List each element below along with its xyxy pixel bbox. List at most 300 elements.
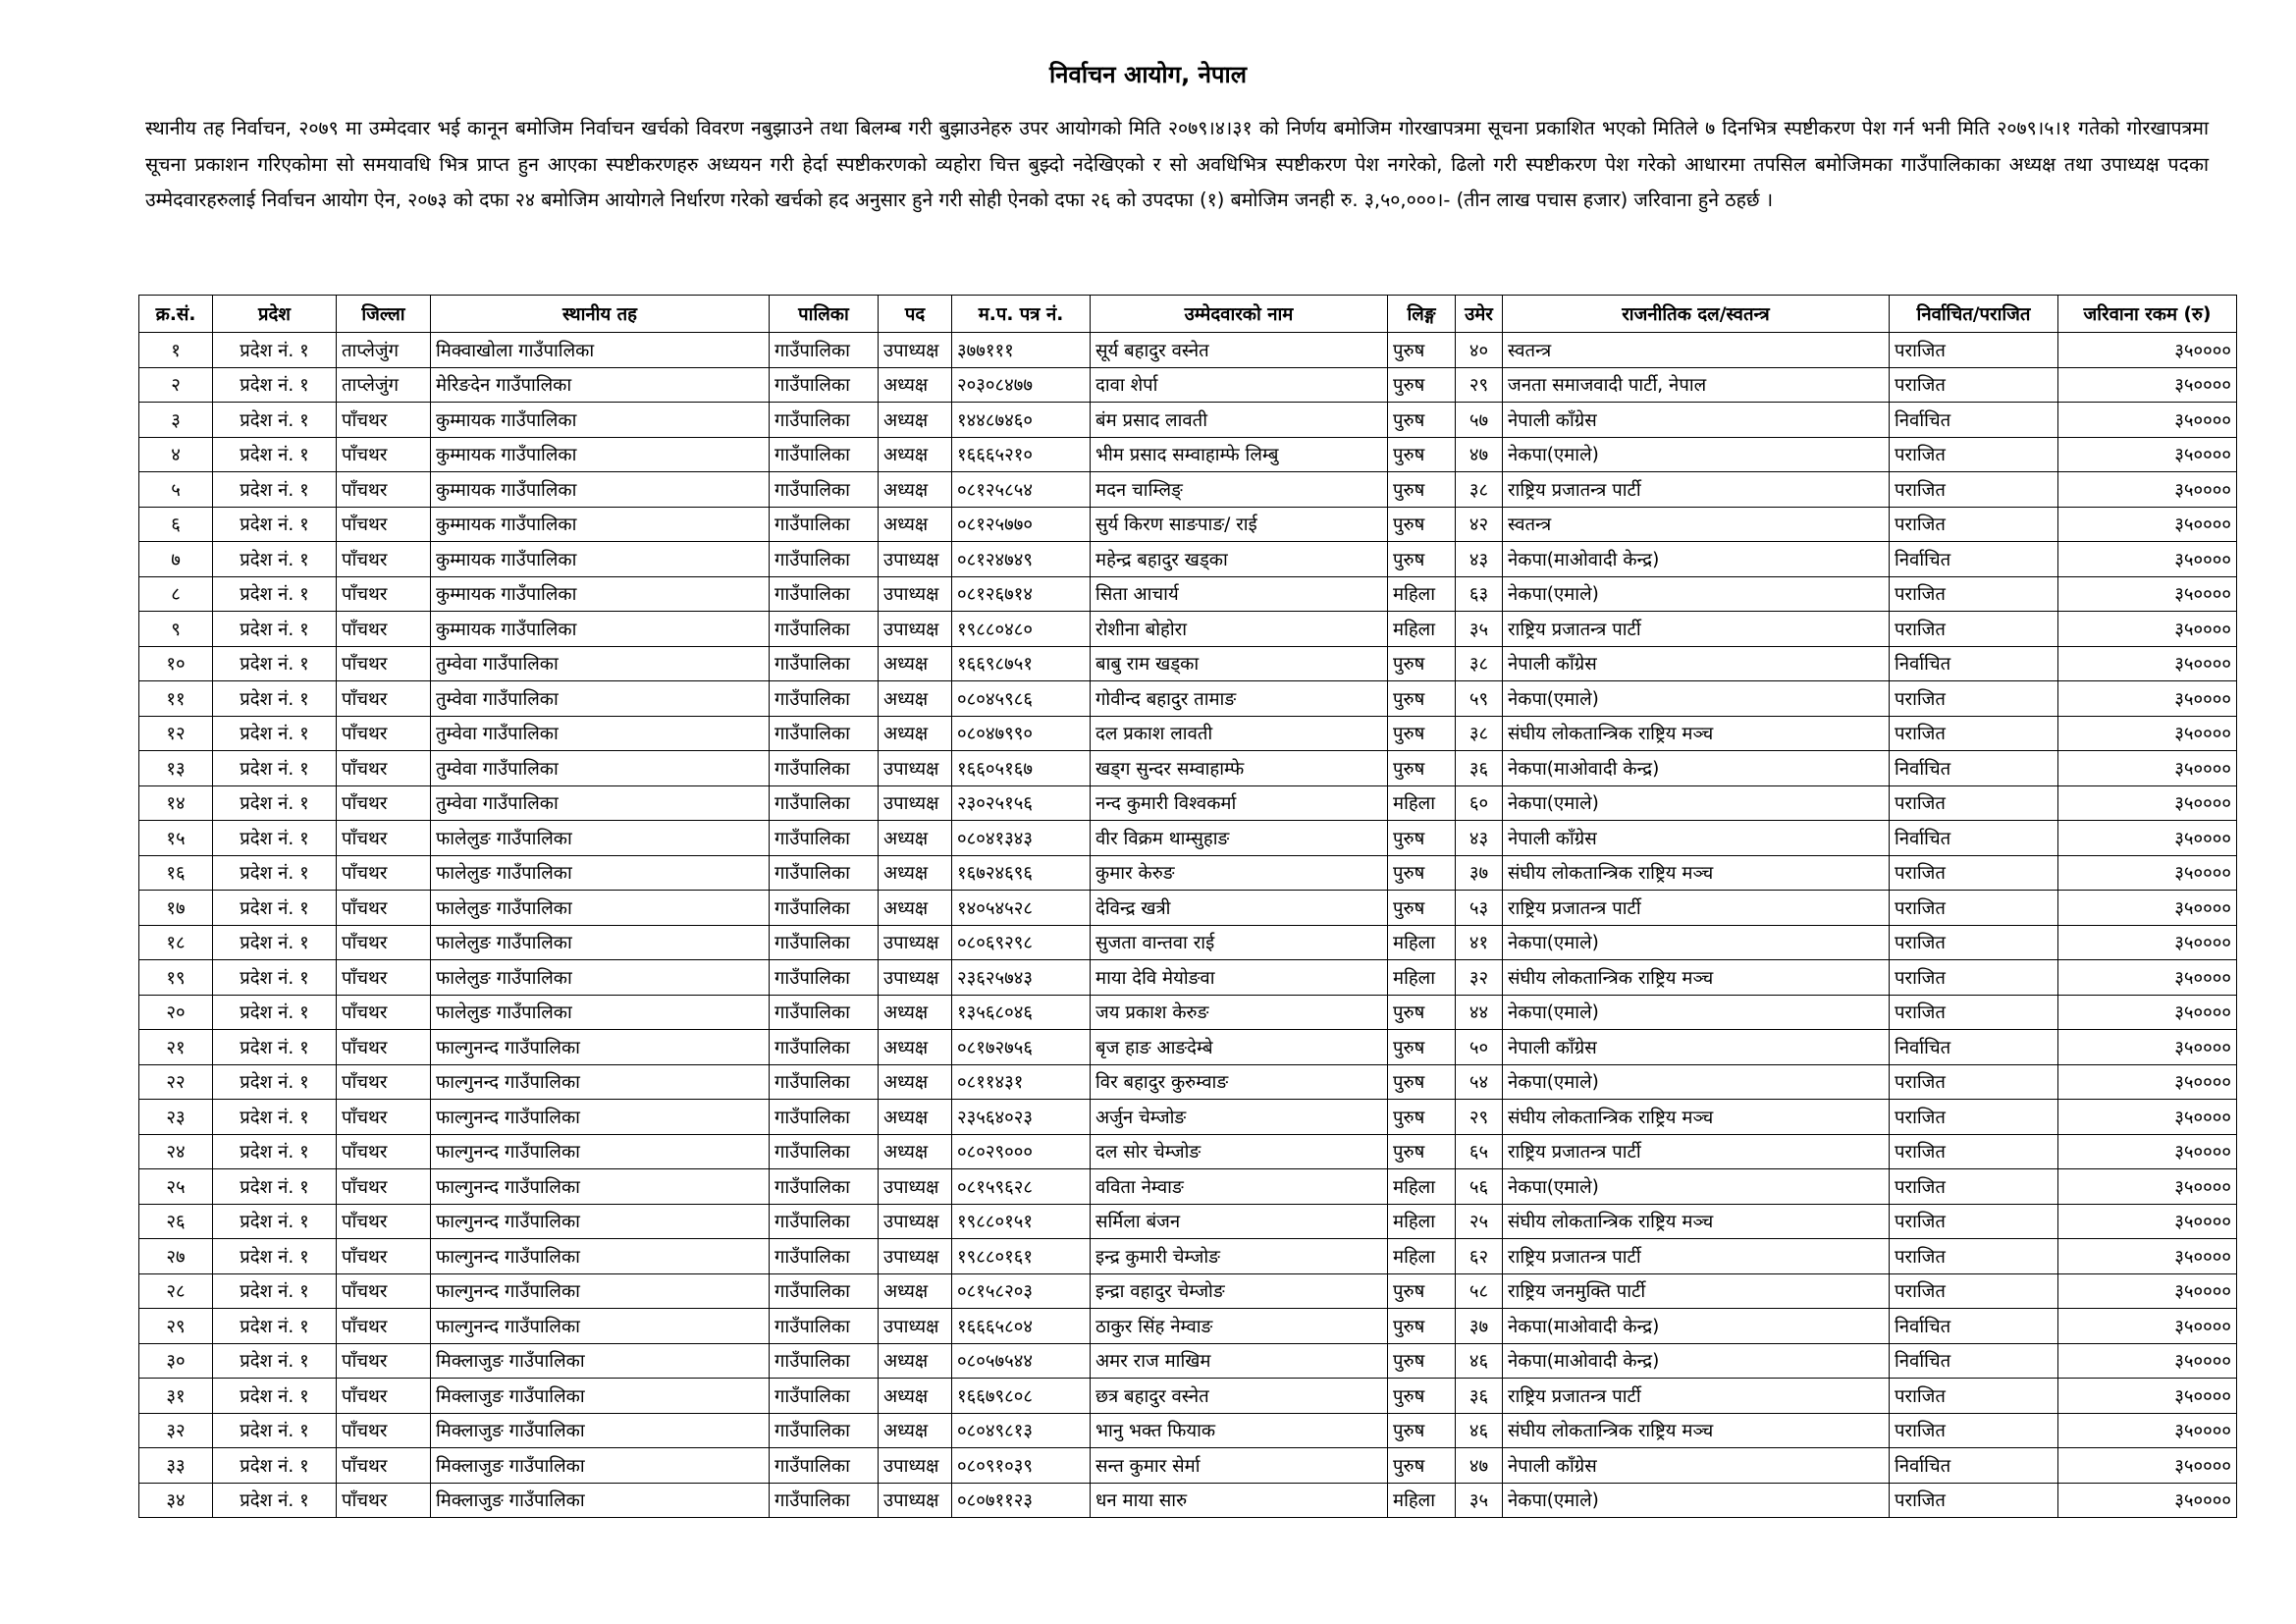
cell-local-level: तुम्वेवा गाउँपालिका — [431, 751, 770, 786]
cell-fine: ३५०००० — [2058, 542, 2237, 577]
cell-district: पाँचथर — [337, 403, 431, 438]
cell-fine: ३५०००० — [2058, 507, 2237, 542]
cell-local-level: मिक्लाजुङ गाउँपालिका — [431, 1448, 770, 1484]
cell-province: प्रदेश नं. १ — [213, 1273, 337, 1309]
cell-palika: गाउँपालिका — [770, 472, 879, 508]
cell-candidate: दल सोर चेम्जोङ — [1091, 1134, 1388, 1169]
cell-nomination-no: २३६२५७४३ — [952, 960, 1091, 996]
cell-party: राष्ट्रिय प्रजातन्त्र पार्टी — [1503, 891, 1890, 926]
cell-fine: ३५०००० — [2058, 437, 2237, 472]
cell-result: पराजित — [1890, 1483, 2058, 1518]
cell-result: पराजित — [1890, 472, 2058, 508]
cell-local-level: कुम्मायक गाउँपालिका — [431, 437, 770, 472]
cell-nomination-no: ०८०७११२३ — [952, 1483, 1091, 1518]
cell-district: पाँचथर — [337, 681, 431, 717]
cell-local-level: मिक्वाखोला गाउँपालिका — [431, 333, 770, 368]
cell-province: प्रदेश नं. १ — [213, 821, 337, 856]
cell-nomination-no: ०८०४७९९० — [952, 716, 1091, 751]
cell-post: उपाध्यक्ष — [879, 333, 952, 368]
cell-post: अध्यक्ष — [879, 1134, 952, 1169]
cell-age: ३५ — [1456, 612, 1503, 647]
cell-candidate: बंम प्रसाद लावती — [1091, 403, 1388, 438]
cell-gender: पुरुष — [1388, 1413, 1456, 1448]
cell-party: नेकपा(एमाले) — [1503, 1169, 1890, 1205]
cell-sn: १५ — [139, 821, 213, 856]
cell-candidate: खड्ग सुन्दर सम्वाहाम्फे — [1091, 751, 1388, 786]
cell-gender: पुरुष — [1388, 646, 1456, 681]
cell-party: राष्ट्रिय प्रजातन्त्र पार्टी — [1503, 1239, 1890, 1274]
cell-party: नेपाली काँग्रेस — [1503, 646, 1890, 681]
table-row — [139, 1204, 2237, 1239]
cell-party: नेकपा(एमाले) — [1503, 576, 1890, 612]
cell-sn: ३४ — [139, 1483, 213, 1518]
cell-gender: पुरुष — [1388, 437, 1456, 472]
cell-post: उपाध्यक्ष — [879, 785, 952, 821]
cell-palika: गाउँपालिका — [770, 1064, 879, 1100]
cell-party: नेकपा(माओवादी केन्द्र) — [1503, 751, 1890, 786]
cell-result: पराजित — [1890, 1100, 2058, 1135]
cell-nomination-no: २०३०८४७७ — [952, 367, 1091, 403]
cell-district: पाँचथर — [337, 576, 431, 612]
table-header-row — [139, 296, 2237, 333]
cell-fine: ३५०००० — [2058, 472, 2237, 508]
cell-district: पाँचथर — [337, 891, 431, 926]
cell-fine: ३५०००० — [2058, 891, 2237, 926]
cell-party: राष्ट्रिय प्रजातन्त्र पार्टी — [1503, 612, 1890, 647]
cell-candidate: सूर्य बहादुर वस्नेत — [1091, 333, 1388, 368]
cell-age: ४६ — [1456, 1343, 1503, 1379]
cell-result: पराजित — [1890, 507, 2058, 542]
cell-candidate: महेन्द्र बहादुर खड्का — [1091, 542, 1388, 577]
cell-age: ४४ — [1456, 995, 1503, 1030]
cell-palika: गाउँपालिका — [770, 1309, 879, 1344]
table-row — [139, 1448, 2237, 1484]
header-result: निर्वाचित/पराजित — [1890, 296, 2058, 333]
cell-fine: ३५०००० — [2058, 855, 2237, 891]
cell-result: पराजित — [1890, 1379, 2058, 1414]
cell-party: राष्ट्रिय प्रजातन्त्र पार्टी — [1503, 1379, 1890, 1414]
cell-candidate: रोशीना बोहोरा — [1091, 612, 1388, 647]
cell-nomination-no: १६६६५२१० — [952, 437, 1091, 472]
cell-palika: गाउँपालिका — [770, 403, 879, 438]
cell-result: पराजित — [1890, 925, 2058, 960]
cell-age: ४३ — [1456, 542, 1503, 577]
cell-local-level: कुम्मायक गाउँपालिका — [431, 403, 770, 438]
cell-result: पराजित — [1890, 1413, 2058, 1448]
cell-nomination-no: ०८१२४७४९ — [952, 542, 1091, 577]
cell-candidate: बृज हाङ आङदेम्बे — [1091, 1030, 1388, 1065]
cell-province: प्रदेश नं. १ — [213, 472, 337, 508]
cell-post: अध्यक्ष — [879, 437, 952, 472]
cell-result: निर्वाचित — [1890, 751, 2058, 786]
cell-post: अध्यक्ष — [879, 1064, 952, 1100]
cell-gender: पुरुष — [1388, 333, 1456, 368]
cell-local-level: मिक्लाजुङ गाउँपालिका — [431, 1379, 770, 1414]
cell-sn: २४ — [139, 1134, 213, 1169]
cell-sn: २२ — [139, 1064, 213, 1100]
cell-post: उपाध्यक्ष — [879, 1483, 952, 1518]
fine-records-table — [138, 295, 2237, 1518]
cell-gender: पुरुष — [1388, 751, 1456, 786]
cell-result: पराजित — [1890, 576, 2058, 612]
cell-province: प्रदेश नं. १ — [213, 785, 337, 821]
cell-gender: पुरुष — [1388, 821, 1456, 856]
cell-post: अध्यक्ष — [879, 1100, 952, 1135]
header-age: उमेर — [1456, 296, 1503, 333]
cell-sn: २९ — [139, 1309, 213, 1344]
cell-age: ६० — [1456, 785, 1503, 821]
cell-candidate: वविता नेम्वाङ — [1091, 1169, 1388, 1205]
cell-nomination-no: ०८०६९२९८ — [952, 925, 1091, 960]
cell-sn: २६ — [139, 1204, 213, 1239]
table-row — [139, 333, 2237, 368]
cell-local-level: फालेलुङ गाउँपालिका — [431, 891, 770, 926]
cell-province: प्रदेश नं. १ — [213, 751, 337, 786]
cell-age: ३७ — [1456, 1309, 1503, 1344]
cell-post: अध्यक्ष — [879, 855, 952, 891]
cell-post: उपाध्यक्ष — [879, 925, 952, 960]
cell-local-level: फालेलुङ गाउँपालिका — [431, 995, 770, 1030]
cell-province: प्रदेश नं. १ — [213, 1343, 337, 1379]
cell-candidate: मदन चाम्लिङ् — [1091, 472, 1388, 508]
cell-result: पराजित — [1890, 1064, 2058, 1100]
cell-local-level: फाल्गुनन्द गाउँपालिका — [431, 1204, 770, 1239]
cell-party: नेकपा(माओवादी केन्द्र) — [1503, 1343, 1890, 1379]
cell-party: नेकपा(एमाले) — [1503, 785, 1890, 821]
cell-nomination-no: १९८८०१६१ — [952, 1239, 1091, 1274]
cell-fine: ३५०००० — [2058, 1413, 2237, 1448]
cell-palika: गाउँपालिका — [770, 576, 879, 612]
table-row — [139, 1343, 2237, 1379]
cell-nomination-no: १६६७९८०८ — [952, 1379, 1091, 1414]
cell-local-level: फाल्गुनन्द गाउँपालिका — [431, 1239, 770, 1274]
cell-palika: गाउँपालिका — [770, 612, 879, 647]
table-row — [139, 681, 2237, 717]
table-row — [139, 1273, 2237, 1309]
cell-candidate: दल प्रकाश लावती — [1091, 716, 1388, 751]
cell-fine: ३५०००० — [2058, 1239, 2237, 1274]
cell-sn: १ — [139, 333, 213, 368]
cell-age: ४७ — [1456, 1448, 1503, 1484]
cell-fine: ३५०००० — [2058, 716, 2237, 751]
cell-gender: पुरुष — [1388, 472, 1456, 508]
cell-palika: गाउँपालिका — [770, 995, 879, 1030]
header-nomination-no: म.प. पत्र नं. — [952, 296, 1091, 333]
cell-candidate: नन्द कुमारी विश्वकर्मा — [1091, 785, 1388, 821]
cell-post: उपाध्यक्ष — [879, 1204, 952, 1239]
cell-province: प्रदेश नं. १ — [213, 995, 337, 1030]
cell-sn: ७ — [139, 542, 213, 577]
cell-province: प्रदेश नं. १ — [213, 403, 337, 438]
table-row — [139, 751, 2237, 786]
cell-district: पाँचथर — [337, 925, 431, 960]
cell-nomination-no: ०८०४५९८६ — [952, 681, 1091, 717]
header-party: राजनीतिक दल/स्वतन्त्र — [1503, 296, 1890, 333]
cell-age: ३८ — [1456, 716, 1503, 751]
cell-age: ४३ — [1456, 821, 1503, 856]
cell-candidate: छत्र बहादुर वस्नेत — [1091, 1379, 1388, 1414]
cell-fine: ३५०००० — [2058, 925, 2237, 960]
cell-palika: गाउँपालिका — [770, 1343, 879, 1379]
cell-nomination-no: २३०२५१५६ — [952, 785, 1091, 821]
table-row — [139, 646, 2237, 681]
cell-post: उपाध्यक्ष — [879, 1169, 952, 1205]
cell-candidate: इन्द्र कुमारी चेम्जोङ — [1091, 1239, 1388, 1274]
cell-age: ५४ — [1456, 1064, 1503, 1100]
cell-party: नेकपा(एमाले) — [1503, 437, 1890, 472]
cell-local-level: फाल्गुनन्द गाउँपालिका — [431, 1064, 770, 1100]
table-row — [139, 1064, 2237, 1100]
cell-age: ३७ — [1456, 855, 1503, 891]
cell-fine: ३५०००० — [2058, 1343, 2237, 1379]
cell-party: नेकपा(एमाले) — [1503, 1483, 1890, 1518]
cell-sn: २८ — [139, 1273, 213, 1309]
cell-local-level: फाल्गुनन्द गाउँपालिका — [431, 1309, 770, 1344]
cell-sn: २५ — [139, 1169, 213, 1205]
cell-post: अध्यक्ष — [879, 646, 952, 681]
cell-post: अध्यक्ष — [879, 821, 952, 856]
cell-post: अध्यक्ष — [879, 681, 952, 717]
cell-party: संघीय लोकतान्त्रिक राष्ट्रिय मञ्च — [1503, 716, 1890, 751]
cell-palika: गाउँपालिका — [770, 1483, 879, 1518]
cell-candidate: इन्द्रा वहादुर चेम्जोङ — [1091, 1273, 1388, 1309]
cell-sn: ४ — [139, 437, 213, 472]
cell-fine: ३५०००० — [2058, 785, 2237, 821]
table-row — [139, 821, 2237, 856]
cell-palika: गाउँपालिका — [770, 542, 879, 577]
cell-candidate: भानु भक्त फियाक — [1091, 1413, 1388, 1448]
cell-candidate: सिता आचार्य — [1091, 576, 1388, 612]
cell-province: प्रदेश नं. १ — [213, 1204, 337, 1239]
cell-age: ५६ — [1456, 1169, 1503, 1205]
cell-fine: ३५०००० — [2058, 1309, 2237, 1344]
cell-province: प्रदेश नं. १ — [213, 1413, 337, 1448]
cell-local-level: कुम्मायक गाउँपालिका — [431, 542, 770, 577]
cell-local-level: फालेलुङ गाउँपालिका — [431, 960, 770, 996]
cell-post: उपाध्यक्ष — [879, 576, 952, 612]
cell-age: ४० — [1456, 333, 1503, 368]
cell-post: अध्यक्ष — [879, 472, 952, 508]
cell-fine: ३५०००० — [2058, 960, 2237, 996]
cell-local-level: मिक्लाजुङ गाउँपालिका — [431, 1413, 770, 1448]
cell-party: राष्ट्रिय प्रजातन्त्र पार्टी — [1503, 1134, 1890, 1169]
cell-province: प्रदेश नं. १ — [213, 1483, 337, 1518]
cell-district: पाँचथर — [337, 507, 431, 542]
cell-province: प्रदेश नं. १ — [213, 437, 337, 472]
cell-candidate: वीर विक्रम थाम्सुहाङ — [1091, 821, 1388, 856]
cell-fine: ३५०००० — [2058, 821, 2237, 856]
header-fine: जरिवाना रकम (रु) — [2058, 296, 2237, 333]
cell-local-level: मेरिङदेन गाउँपालिका — [431, 367, 770, 403]
cell-local-level: फाल्गुनन्द गाउँपालिका — [431, 1169, 770, 1205]
cell-province: प्रदेश नं. १ — [213, 681, 337, 717]
cell-post: अध्यक्ष — [879, 1273, 952, 1309]
cell-gender: महिला — [1388, 1204, 1456, 1239]
cell-palika: गाउँपालिका — [770, 646, 879, 681]
table-row — [139, 1169, 2237, 1205]
cell-party: राष्ट्रिय जनमुक्ति पार्टी — [1503, 1273, 1890, 1309]
cell-fine: ३५०००० — [2058, 576, 2237, 612]
cell-province: प्रदेश नं. १ — [213, 1309, 337, 1344]
cell-post: अध्यक्ष — [879, 716, 952, 751]
cell-party: नेपाली काँग्रेस — [1503, 821, 1890, 856]
table-row — [139, 1030, 2237, 1065]
cell-nomination-no: १४०५४५२८ — [952, 891, 1091, 926]
cell-district: ताप्लेजुंग — [337, 333, 431, 368]
cell-post: अध्यक्ष — [879, 507, 952, 542]
cell-result: पराजित — [1890, 960, 2058, 996]
cell-age: ५९ — [1456, 681, 1503, 717]
cell-gender: पुरुष — [1388, 367, 1456, 403]
cell-sn: १२ — [139, 716, 213, 751]
cell-district: पाँचथर — [337, 1030, 431, 1065]
cell-province: प्रदेश नं. १ — [213, 612, 337, 647]
table-row — [139, 367, 2237, 403]
cell-candidate: सर्मिला बंजन — [1091, 1204, 1388, 1239]
cell-result: निर्वाचित — [1890, 1309, 2058, 1344]
cell-palika: गाउँपालिका — [770, 681, 879, 717]
cell-district: ताप्लेजुंग — [337, 367, 431, 403]
cell-palika: गाउँपालिका — [770, 925, 879, 960]
header-local-level: स्थानीय तह — [431, 296, 770, 333]
cell-gender: पुरुष — [1388, 1100, 1456, 1135]
cell-post: अध्यक्ष — [879, 1413, 952, 1448]
cell-result: पराजित — [1890, 1204, 2058, 1239]
cell-province: प्रदेश नं. १ — [213, 1134, 337, 1169]
cell-party: स्वतन्त्र — [1503, 333, 1890, 368]
table-row — [139, 785, 2237, 821]
table-row — [139, 403, 2237, 438]
cell-result: निर्वाचित — [1890, 542, 2058, 577]
table-row — [139, 1100, 2237, 1135]
cell-nomination-no: ०८०२९००० — [952, 1134, 1091, 1169]
cell-fine: ३५०००० — [2058, 1273, 2237, 1309]
cell-candidate: विर बहादुर कुरुम्वाङ — [1091, 1064, 1388, 1100]
cell-fine: ३५०००० — [2058, 1100, 2237, 1135]
cell-district: पाँचथर — [337, 542, 431, 577]
cell-province: प्रदेश नं. १ — [213, 507, 337, 542]
cell-age: ५७ — [1456, 403, 1503, 438]
cell-gender: पुरुष — [1388, 542, 1456, 577]
cell-province: प्रदेश नं. १ — [213, 646, 337, 681]
cell-result: पराजित — [1890, 716, 2058, 751]
cell-nomination-no: ०८१२६७१४ — [952, 576, 1091, 612]
cell-party: संघीय लोकतान्त्रिक राष्ट्रिय मञ्च — [1503, 960, 1890, 996]
cell-province: प्रदेश नं. १ — [213, 891, 337, 926]
cell-fine: ३५०००० — [2058, 1448, 2237, 1484]
cell-fine: ३५०००० — [2058, 403, 2237, 438]
cell-gender: पुरुष — [1388, 1030, 1456, 1065]
cell-post: उपाध्यक्ष — [879, 751, 952, 786]
cell-district: पाँचथर — [337, 1100, 431, 1135]
cell-nomination-no: ०८११४३१ — [952, 1064, 1091, 1100]
cell-result: पराजित — [1890, 437, 2058, 472]
cell-palika: गाउँपालिका — [770, 1239, 879, 1274]
cell-sn: ३३ — [139, 1448, 213, 1484]
table-row — [139, 1309, 2237, 1344]
cell-district: पाँचथर — [337, 437, 431, 472]
cell-result: पराजित — [1890, 1134, 2058, 1169]
cell-sn: १४ — [139, 785, 213, 821]
table-row — [139, 995, 2237, 1030]
cell-fine: ३५०००० — [2058, 1483, 2237, 1518]
cell-palika: गाउँपालिका — [770, 1134, 879, 1169]
cell-district: पाँचथर — [337, 1309, 431, 1344]
cell-gender: महिला — [1388, 1169, 1456, 1205]
cell-age: ५८ — [1456, 1273, 1503, 1309]
cell-palika: गाउँपालिका — [770, 437, 879, 472]
cell-age: ४१ — [1456, 925, 1503, 960]
cell-province: प्रदेश नं. १ — [213, 1030, 337, 1065]
cell-age: ३८ — [1456, 472, 1503, 508]
cell-age: ५३ — [1456, 891, 1503, 926]
cell-palika: गाउँपालिका — [770, 891, 879, 926]
cell-district: पाँचथर — [337, 995, 431, 1030]
cell-district: पाँचथर — [337, 1204, 431, 1239]
cell-party: नेकपा(एमाले) — [1503, 925, 1890, 960]
cell-nomination-no: १६७२४६९६ — [952, 855, 1091, 891]
cell-district: पाँचथर — [337, 1448, 431, 1484]
cell-palika: गाउँपालिका — [770, 751, 879, 786]
cell-local-level: तुम्वेवा गाउँपालिका — [431, 681, 770, 717]
cell-age: २९ — [1456, 1100, 1503, 1135]
cell-nomination-no: ०८१२५७७० — [952, 507, 1091, 542]
cell-result: पराजित — [1890, 1239, 2058, 1274]
cell-post: उपाध्यक्ष — [879, 612, 952, 647]
cell-post: अध्यक्ष — [879, 891, 952, 926]
cell-palika: गाउँपालिका — [770, 1413, 879, 1448]
table-row — [139, 1413, 2237, 1448]
cell-fine: ३५०००० — [2058, 646, 2237, 681]
cell-local-level: कुम्मायक गाउँपालिका — [431, 576, 770, 612]
cell-local-level: फाल्गुनन्द गाउँपालिका — [431, 1134, 770, 1169]
cell-party: संघीय लोकतान्त्रिक राष्ट्रिय मञ्च — [1503, 1413, 1890, 1448]
cell-province: प्रदेश नं. १ — [213, 1064, 337, 1100]
cell-district: पाँचथर — [337, 716, 431, 751]
cell-gender: पुरुष — [1388, 891, 1456, 926]
cell-result: पराजित — [1890, 855, 2058, 891]
cell-nomination-no: १४४८७४६० — [952, 403, 1091, 438]
cell-party: नेकपा(एमाले) — [1503, 681, 1890, 717]
cell-district: पाँचथर — [337, 472, 431, 508]
cell-fine: ३५०००० — [2058, 681, 2237, 717]
header-province: प्रदेश — [213, 296, 337, 333]
cell-age: ४६ — [1456, 1413, 1503, 1448]
cell-candidate: धन माया सारु — [1091, 1483, 1388, 1518]
table-row — [139, 960, 2237, 996]
cell-palika: गाउँपालिका — [770, 367, 879, 403]
cell-result: पराजित — [1890, 367, 2058, 403]
cell-gender: महिला — [1388, 1483, 1456, 1518]
cell-result: पराजित — [1890, 785, 2058, 821]
cell-gender: पुरुष — [1388, 1134, 1456, 1169]
cell-nomination-no: ०८०४९८१३ — [952, 1413, 1091, 1448]
cell-candidate: सुर्य किरण साङपाङ/ राई — [1091, 507, 1388, 542]
cell-province: प्रदेश नं. १ — [213, 960, 337, 996]
cell-nomination-no: १३५६८०४६ — [952, 995, 1091, 1030]
cell-candidate: बाबु राम खड्का — [1091, 646, 1388, 681]
cell-province: प्रदेश नं. १ — [213, 1239, 337, 1274]
cell-party: संघीय लोकतान्त्रिक राष्ट्रिय मञ्च — [1503, 855, 1890, 891]
cell-local-level: मिक्लाजुङ गाउँपालिका — [431, 1343, 770, 1379]
cell-age: ३८ — [1456, 646, 1503, 681]
cell-nomination-no: ०८१५९६२८ — [952, 1169, 1091, 1205]
cell-sn: २० — [139, 995, 213, 1030]
cell-age: २९ — [1456, 367, 1503, 403]
cell-fine: ३५०००० — [2058, 612, 2237, 647]
cell-palika: गाउँपालिका — [770, 1100, 879, 1135]
cell-local-level: फाल्गुनन्द गाउँपालिका — [431, 1273, 770, 1309]
